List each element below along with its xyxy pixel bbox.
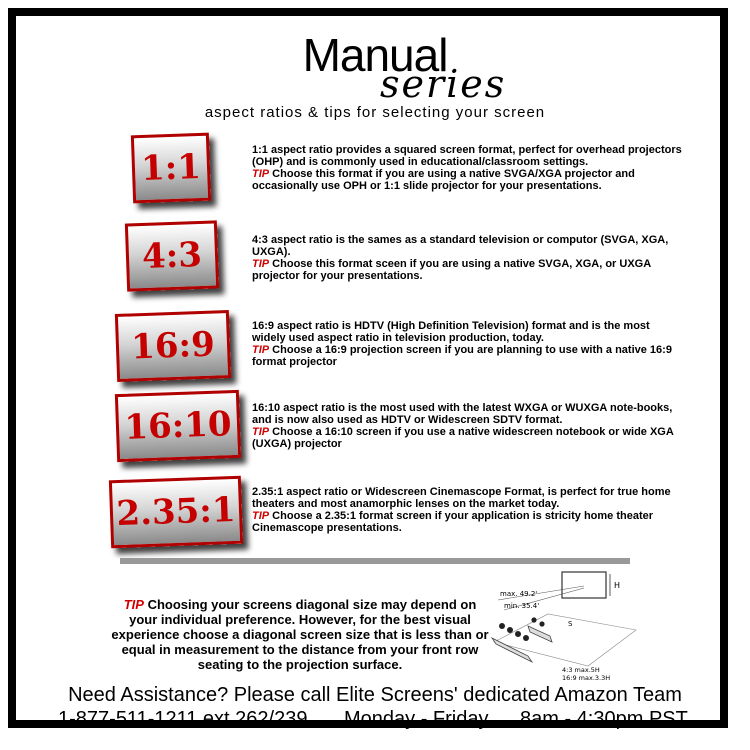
seating-diagram	[488, 570, 638, 685]
tip-label: TIP	[252, 258, 270, 270]
min-distance-label: min. 35.4'	[504, 602, 540, 610]
phone-number: 1-877-511-1211 ext 262/239	[58, 708, 308, 730]
seat-row-back	[528, 626, 552, 642]
days-text: Monday - Friday	[344, 708, 489, 730]
ratio-description-4-3: 4:3 aspect ratio is the sames as a standard television or computor (SVGA, XGA, UXGA). TIP Choose this format sceen if you are using a native SVGA, XGA, or UXGA projector for your presentations.	[252, 234, 669, 282]
series-script: series	[380, 62, 507, 106]
tip-label: TIP	[252, 344, 270, 356]
floor-shape	[494, 614, 636, 666]
height-label: H	[614, 581, 621, 590]
tip-label: TIP	[123, 597, 144, 612]
seats	[499, 617, 545, 641]
ratio-description-16-9: 16:9 aspect ratio is HDTV (High Definition Television) format and is the most widely used aspect ratio in television production, today. TIP Choose a 16:9 projection screen if you are planning to use with a native 16:9 format projector	[252, 320, 672, 368]
ratio-badge-16-10: 16:10	[115, 390, 241, 462]
assistance-line: Need Assistance? Please call Elite Screens' dedicated Amazon Team	[68, 684, 682, 706]
distance-label: S	[568, 620, 573, 628]
ratio-badge-2-35-1: 2.35:1	[109, 476, 243, 549]
screen-size-tip: TIP Choosing your screens diagonal size may depend on your individual preference. However, for the best visual experience choose a diagonal screen size that is less than or equal in measurement to the distance from your front row seating to the projection surface.	[111, 597, 489, 672]
ratio-169-label: 16:9 max.3.3H	[562, 674, 611, 682]
hours-text: 8am - 4:30pm PST	[520, 708, 688, 730]
page-title: Manual	[302, 29, 448, 81]
divider	[120, 558, 630, 564]
ratio-description-2-35-1: 2.35:1 aspect ratio or Widescreen Cinemascope Format, is perfect for true home theaters and most anamorphic lenses on the market today. TIP Choose a 2.35:1 format screen if your application is stricity home theater Cinemascope presentations.	[252, 486, 671, 534]
page-subtitle: aspect ratios & tips for selecting your screen	[204, 104, 546, 121]
ratio-43-label: 4:3 max.5H	[562, 666, 600, 674]
ratio-badge-4-3: 4:3	[125, 220, 219, 291]
screen-shape	[562, 572, 606, 598]
tip-label: TIP	[252, 510, 270, 522]
max-distance-label: max. 49.2'	[500, 590, 538, 598]
ratio-description-16-10: 16:10 aspect ratio is the most used with the latest WXGA or WUXGA note-books, and is now also used as HDTV or Widescreen SDTV format. TIP Choose a 16:10 screen if you use a native widescreen notebook or wide XGA (UXGA) projector	[252, 402, 674, 450]
ratio-badge-16-9: 16:9	[115, 310, 231, 382]
ratio-description-1-1: 1:1 aspect ratio provides a squared screen format, perfect for overhead projectors (OHP) and is commonly used in educational/classroom settings. TIP Choose this format if you are using a native SVGA/XGA projector and occasionally use OPH or 1:1 slide projector for your presentations.	[252, 144, 682, 192]
tip-label: TIP	[252, 426, 270, 438]
ratio-badge-1-1: 1:1	[131, 133, 211, 204]
tip-label: TIP	[252, 168, 270, 180]
